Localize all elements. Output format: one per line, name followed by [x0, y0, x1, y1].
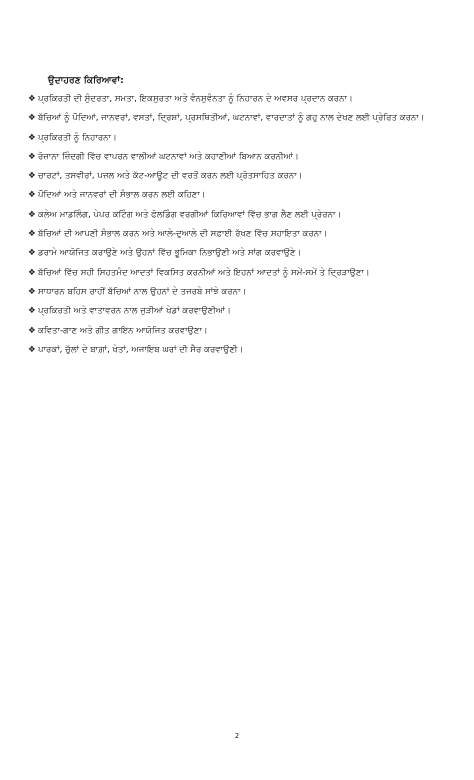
list-item [28, 286, 446, 299]
list-item-text: ਬੱਚਿਆਂ ਵਿੱਚ ਸਹੀ ਸਿਹਤਮੰਦ ਆਦਤਾਂ ਵਿਕਸਿਤ ਕਰਨੀਆਂ ਅਤੇ ਇਹਨਾਂ ਆਦਤਾਂ ਨੂੰ ਸਮੇਂ-ਸਮੇਂ ਤੇ ਦ੍ਰਿੜਾਉਣਾ। [38, 267, 370, 278]
list-item-text: ਪ੍ਰਕਿਰਤੀ ਦੀ ਸੁੰਦਰਤਾ, ਸਮਤਾ, ਇਕਸੁਰਤਾ ਅਤੇ ਵੰਨਸੁਵੰਨਤਾ ਨੂੰ ਨਿਹਾਰਨ ਦੇ ਅਵਸਰ ਪ੍ਰਦਾਨ ਕਰਨਾ। [38, 94, 353, 104]
list-item [28, 305, 446, 318]
diamond-bullet-icon: ❖ [28, 113, 36, 124]
diamond-bullet-icon: ❖ [28, 267, 36, 278]
diamond-bullet-icon: ❖ [28, 132, 36, 143]
list-item-text: ਡਰਾਮੇ ਆਯੋਜਿਤ ਕਰਾਉਣੇ ਅਤੇ ਉਹਨਾਂ ਵਿੱਚ ਭੂਮਿਕਾ ਨਿਭਾਉਣੀ ਅਤੇ ਸਾਂਗ ਕਰਵਾਉਣੇ। [38, 248, 302, 259]
diamond-bullet-icon: ❖ [28, 171, 36, 182]
list-item [28, 325, 446, 338]
list-item [28, 170, 446, 183]
list-item [28, 93, 446, 106]
list-item-text: ਬੱਚਿਆਂ ਨੂੰ ਪੌਦਿਆਂ, ਜਾਨਵਰਾਂ, ਵਸਤਾਂ, ਦ੍ਰਿਸ਼ਾਂ, ਪ੍ਰਸਥਿਤੀਆਂ, ਘਟਨਾਵਾਂ, ਵਾਰਦਾਤਾਂ ਨੂੰ ਗਹੁ ਨਾਲ ਦੇਖਣ ਲਈ ਪ੍ਰੇਰਿਤ ਕਰਨਾ। [38, 113, 425, 124]
list-item-text: ਬੱਚਿਆਂ ਦੀ ਆਪਣੀ ਸੰਭਾਲ ਕਰਨ ਅਤੇ ਆਲੇ-ਦੁਆਲੇ ਦੀ ਸਫ਼ਾਈ ਰੱਖਣ ਵਿੱਚ ਸਹਾਇਤਾ ਕਰਨਾ। [38, 229, 328, 240]
diamond-bullet-icon: ❖ [28, 248, 36, 259]
list-item-text: ਪ੍ਰਕਿਰਤੀ ਅਤੇ ਵਾਤਾਵਰਨ ਨਾਲ ਜੁੜੀਆਂ ਖੇਡਾਂ ਕਰਵਾਉਣੀਆਂ। [38, 306, 231, 317]
diamond-bullet-icon: ❖ [28, 286, 36, 297]
list-item [28, 189, 446, 202]
page-number: 2 [234, 732, 240, 740]
diamond-bullet-icon: ❖ [28, 325, 36, 336]
diamond-bullet-icon: ❖ [28, 94, 36, 104]
list-item [28, 132, 446, 145]
diamond-bullet-icon: ❖ [28, 344, 36, 355]
list-item-text: ਪ੍ਰਕਿਰਤੀ ਨੂੰ ਨਿਹਾਰਨਾ। [38, 132, 117, 143]
list-item-text: ਪੌਦਿਆਂ ਅਤੇ ਜਾਨਵਰਾਂ ਦੀ ਸੰਭਾਲ ਕਰਨ ਲਈ ਕਹਿਣਾ। [38, 190, 206, 201]
list-item-text: ਚਾਰਟਾਂ, ਤਸਵੀਰਾਂ, ਪਜ਼ਲ ਅਤੇ ਕੱਟ-ਆਊਟ ਦੀ ਵਰਤੋਂ ਕਰਨ ਲਈ ਪ੍ਰੋਤਸਾਹਿਤ ਕਰਨਾ। [38, 171, 303, 182]
list-item [28, 344, 446, 357]
diamond-bullet-icon: ❖ [28, 151, 36, 162]
list-item-text: ਰੋਜ਼ਾਨਾ ਜ਼ਿੰਦਗੀ ਵਿੱਚ ਵਾਪਰਨ ਵਾਲੀਆਂ ਘਟਨਾਵਾਂ ਅਤੇ ਕਹਾਣੀਆਂ ਬਿਆਨ ਕਰਨੀਆਂ। [38, 151, 299, 162]
activity-list [28, 93, 446, 357]
content-area [28, 75, 446, 363]
list-item [28, 112, 446, 125]
list-item [28, 151, 446, 164]
list-item [28, 228, 446, 241]
list-item-text: ਪਾਰਕਾਂ, ਚੁੱਲਾਂ ਦੇ ਬਾਗ਼ਾਂ, ਖੇਤਾਂ, ਅਜਾਇਬ ਘਰਾਂ ਦੀ ਸੈਰ ਕਰਵਾਉਣੀ। [38, 344, 244, 355]
list-item-text: ਕਲੇਅ ਮਾਡਲਿੰਗ, ਪੇਪਰ ਕਟਿੰਗ ਅਤੇ ਫੋਲਡਿੰਗ ਵਰਗੀਆਂ ਕਿਰਿਆਵਾਂ ਵਿੱਚ ਭਾਗ ਲੈਣ ਲਈ ਪ੍ਰੇਰਨਾ। [38, 209, 342, 220]
list-item [28, 247, 446, 260]
list-item-text: ਕਵਿਤਾ-ਗਾਣ ਅਤੇ ਗੀਤ ਗਾਇਨ ਆਯੋਜਿਤ ਕਰਵਾਉਣਾ। [38, 325, 208, 336]
section-heading: ਉਦਾਹਰਣ ਕਿਰਿਆਵਾਂ: [48, 75, 124, 86]
list-item-text: ਸਾਧਾਰਨ ਬਹਿਸ ਰਾਹੀਂ ਬੱਚਿਆਂ ਨਾਲ ਉਹਨਾਂ ਦੇ ਤਜਰਬੇ ਸਾਂਝੇ ਕਰਨਾ। [38, 286, 247, 297]
diamond-bullet-icon: ❖ [28, 190, 36, 201]
list-item [28, 209, 446, 222]
list-item [28, 267, 446, 280]
diamond-bullet-icon: ❖ [28, 229, 36, 240]
diamond-bullet-icon: ❖ [28, 306, 36, 317]
diamond-bullet-icon: ❖ [28, 209, 36, 220]
